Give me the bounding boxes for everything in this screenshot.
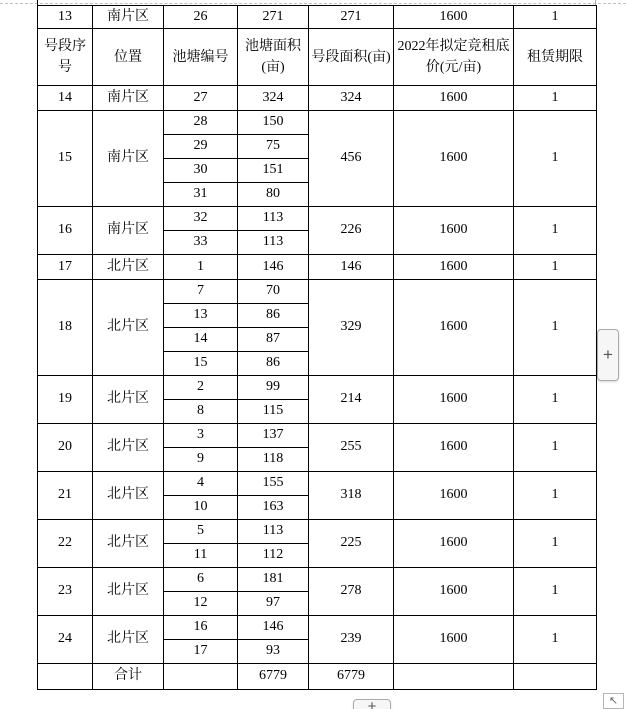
cell-pond-area[interactable]: 80 (238, 183, 309, 207)
cell-location[interactable]: 南片区 (93, 207, 164, 255)
cell-pond-area[interactable]: 97 (238, 592, 309, 616)
cell-pond-no[interactable]: 10 (164, 496, 238, 520)
header-cell-0[interactable]: 号段序号 (38, 29, 93, 86)
cell-term[interactable] (514, 664, 597, 690)
cell-pond-no[interactable]: 26 (164, 6, 238, 29)
plus-icon: + (367, 698, 377, 709)
cell-segment-area[interactable]: 214 (309, 376, 394, 424)
table-row-segment-17 (38, 255, 597, 280)
cell-location[interactable]: 北片区 (93, 376, 164, 424)
cell-pond-area[interactable]: 115 (238, 400, 309, 424)
cell-pond-no[interactable]: 6 (164, 568, 238, 592)
cell-pond-no[interactable]: 11 (164, 544, 238, 568)
cell-location[interactable]: 北片区 (93, 472, 164, 520)
table-row-segment-24 (38, 616, 597, 640)
cell-price[interactable]: 1600 (394, 424, 514, 472)
cell-term[interactable]: 1 (514, 255, 597, 280)
cell-pond-area[interactable]: 150 (238, 111, 309, 135)
cell-location[interactable]: 北片区 (93, 520, 164, 568)
cell-term[interactable]: 1 (514, 472, 597, 520)
cell-segment-area-total[interactable]: 6779 (309, 664, 394, 690)
cell-pond-area[interactable]: 113 (238, 207, 309, 231)
header-cell-3[interactable]: 池塘面积(亩) (238, 29, 309, 86)
table-row-segment-20 (38, 424, 597, 448)
cell-price[interactable]: 1600 (394, 255, 514, 280)
cell-seq[interactable]: 20 (38, 424, 93, 472)
cell-segment-area[interactable]: 226 (309, 207, 394, 255)
cell-pond-area[interactable]: 75 (238, 135, 309, 159)
cell-location[interactable]: 南片区 (93, 111, 164, 207)
cell-term[interactable]: 1 (514, 376, 597, 424)
cell-pond-no[interactable]: 3 (164, 424, 238, 448)
cell-pond-area[interactable]: 113 (238, 231, 309, 255)
cell-segment-area[interactable]: 255 (309, 424, 394, 472)
cell-segment-area[interactable]: 456 (309, 111, 394, 207)
cell-seq[interactable]: 21 (38, 472, 93, 520)
cell-seq[interactable]: 13 (38, 6, 93, 29)
cell-pond-area[interactable]: 70 (238, 280, 309, 304)
cell-pond-area[interactable]: 86 (238, 304, 309, 328)
cell-segment-area[interactable]: 318 (309, 472, 394, 520)
cell-term[interactable]: 1 (514, 207, 597, 255)
header-cell-5[interactable]: 2022年拟定竞租底价(元/亩) (394, 29, 514, 86)
header-cell-6[interactable]: 租赁期限 (514, 29, 597, 86)
table-row-segment-18 (38, 280, 597, 304)
cell-pond-no[interactable]: 16 (164, 616, 238, 640)
cell-segment-area[interactable]: 324 (309, 86, 394, 111)
cell-pond-area[interactable]: 118 (238, 448, 309, 472)
cell-seq[interactable] (38, 664, 93, 690)
cell-pond-no[interactable]: 32 (164, 207, 238, 231)
cell-term[interactable]: 1 (514, 520, 597, 568)
cell-term[interactable]: 1 (514, 424, 597, 472)
cell-pond-area[interactable]: 155 (238, 472, 309, 496)
cell-location[interactable]: 北片区 (93, 424, 164, 472)
cell-price[interactable]: 1600 (394, 472, 514, 520)
cell-location[interactable]: 北片区 (93, 568, 164, 616)
cell-seq[interactable]: 23 (38, 568, 93, 616)
cell-price[interactable]: 1600 (394, 616, 514, 664)
cell-segment-area[interactable]: 271 (309, 6, 394, 29)
cell-price[interactable]: 1600 (394, 280, 514, 376)
cell-seq[interactable]: 17 (38, 255, 93, 280)
table-row-segment-23 (38, 568, 597, 592)
cell-term[interactable]: 1 (514, 616, 597, 664)
cell-seq[interactable]: 24 (38, 616, 93, 664)
cell-pond-no[interactable]: 12 (164, 592, 238, 616)
cell-pond-no[interactable]: 8 (164, 400, 238, 424)
cell-pond-no[interactable]: 15 (164, 352, 238, 376)
cell-price[interactable]: 1600 (394, 207, 514, 255)
cell-seq[interactable]: 16 (38, 207, 93, 255)
cell-pond-no[interactable] (164, 664, 238, 690)
cell-pond-area[interactable]: 113 (238, 520, 309, 544)
cell-pond-area[interactable]: 112 (238, 544, 309, 568)
cell-seq[interactable]: 14 (38, 86, 93, 111)
arrow-up-left-icon: ↖ (608, 694, 619, 707)
cell-pond-area[interactable]: 324 (238, 86, 309, 111)
cell-pond-area[interactable]: 86 (238, 352, 309, 376)
cell-location[interactable]: 北片区 (93, 280, 164, 376)
cell-pond-no[interactable]: 27 (164, 86, 238, 111)
cell-pond-area[interactable]: 181 (238, 568, 309, 592)
table-header-row (38, 29, 597, 86)
cell-pond-no[interactable]: 14 (164, 328, 238, 352)
cell-pond-area[interactable]: 163 (238, 496, 309, 520)
cell-seq[interactable]: 15 (38, 111, 93, 207)
cell-location[interactable]: 南片区 (93, 86, 164, 111)
cell-pond-area[interactable]: 146 (238, 255, 309, 280)
table-row-segment-22 (38, 520, 597, 544)
insert-column-button[interactable] (597, 329, 619, 381)
cell-pond-no[interactable]: 17 (164, 640, 238, 664)
cell-term[interactable]: 1 (514, 86, 597, 111)
cell-segment-area[interactable]: 329 (309, 280, 394, 376)
cell-pond-area[interactable]: 271 (238, 6, 309, 29)
cell-price[interactable] (394, 664, 514, 690)
cell-price[interactable]: 1600 (394, 86, 514, 111)
cell-location[interactable]: 北片区 (93, 255, 164, 280)
table-row-segment-19 (38, 376, 597, 400)
cell-location[interactable]: 南片区 (93, 6, 164, 29)
header-cell-1[interactable]: 位置 (93, 29, 164, 86)
cell-pond-no[interactable]: 1 (164, 255, 238, 280)
cell-total-label[interactable]: 合计 (93, 664, 164, 690)
cell-segment-area[interactable]: 239 (309, 616, 394, 664)
cell-pond-area[interactable]: 93 (238, 640, 309, 664)
cell-price[interactable]: 1600 (394, 376, 514, 424)
cell-pond-no[interactable]: 29 (164, 135, 238, 159)
cell-pond-area-total[interactable]: 6779 (238, 664, 309, 690)
header-cell-2[interactable]: 池塘编号 (164, 29, 238, 86)
table-row-segment-13 (38, 6, 597, 29)
cell-pond-area[interactable]: 151 (238, 159, 309, 183)
cell-term[interactable]: 1 (514, 568, 597, 616)
header-cell-4[interactable]: 号段面积(亩) (309, 29, 394, 86)
cell-pond-no[interactable]: 33 (164, 231, 238, 255)
cell-term[interactable]: 1 (514, 6, 597, 29)
cell-pond-area[interactable]: 137 (238, 424, 309, 448)
cell-segment-area[interactable]: 278 (309, 568, 394, 616)
cell-segment-area[interactable]: 146 (309, 255, 394, 280)
cell-seq[interactable]: 22 (38, 520, 93, 568)
cell-pond-area[interactable]: 99 (238, 376, 309, 400)
table-total-row (38, 664, 597, 690)
cell-pond-no[interactable]: 13 (164, 304, 238, 328)
table-row-segment-14 (38, 86, 597, 111)
table-row-segment-21 (38, 472, 597, 496)
cell-pond-no[interactable]: 5 (164, 520, 238, 544)
cell-pond-no[interactable]: 9 (164, 448, 238, 472)
cell-price[interactable]: 1600 (394, 6, 514, 29)
cell-seq[interactable]: 18 (38, 280, 93, 376)
cell-price[interactable]: 1600 (394, 111, 514, 207)
table-row-segment-15 (38, 111, 597, 135)
cell-pond-no[interactable]: 30 (164, 159, 238, 183)
select-corner-icon[interactable] (603, 693, 624, 709)
cell-location[interactable]: 北片区 (93, 616, 164, 664)
cell-pond-no[interactable]: 31 (164, 183, 238, 207)
cell-pond-no[interactable]: 7 (164, 280, 238, 304)
cell-pond-area[interactable]: 146 (238, 616, 309, 640)
table-row-segment-16 (38, 207, 597, 231)
page-break-line (0, 3, 626, 4)
cell-segment-area[interactable]: 225 (309, 520, 394, 568)
insert-row-button[interactable] (353, 699, 391, 709)
cell-price[interactable]: 1600 (394, 520, 514, 568)
plus-icon: + (603, 345, 613, 364)
cell-term[interactable]: 1 (514, 111, 597, 207)
cell-pond-no[interactable]: 4 (164, 472, 238, 496)
cell-pond-no[interactable]: 28 (164, 111, 238, 135)
pond-rental-table (37, 5, 597, 690)
cell-term[interactable]: 1 (514, 280, 597, 376)
cell-price[interactable]: 1600 (394, 568, 514, 616)
cell-pond-no[interactable]: 2 (164, 376, 238, 400)
cell-seq[interactable]: 19 (38, 376, 93, 424)
cell-pond-area[interactable]: 87 (238, 328, 309, 352)
